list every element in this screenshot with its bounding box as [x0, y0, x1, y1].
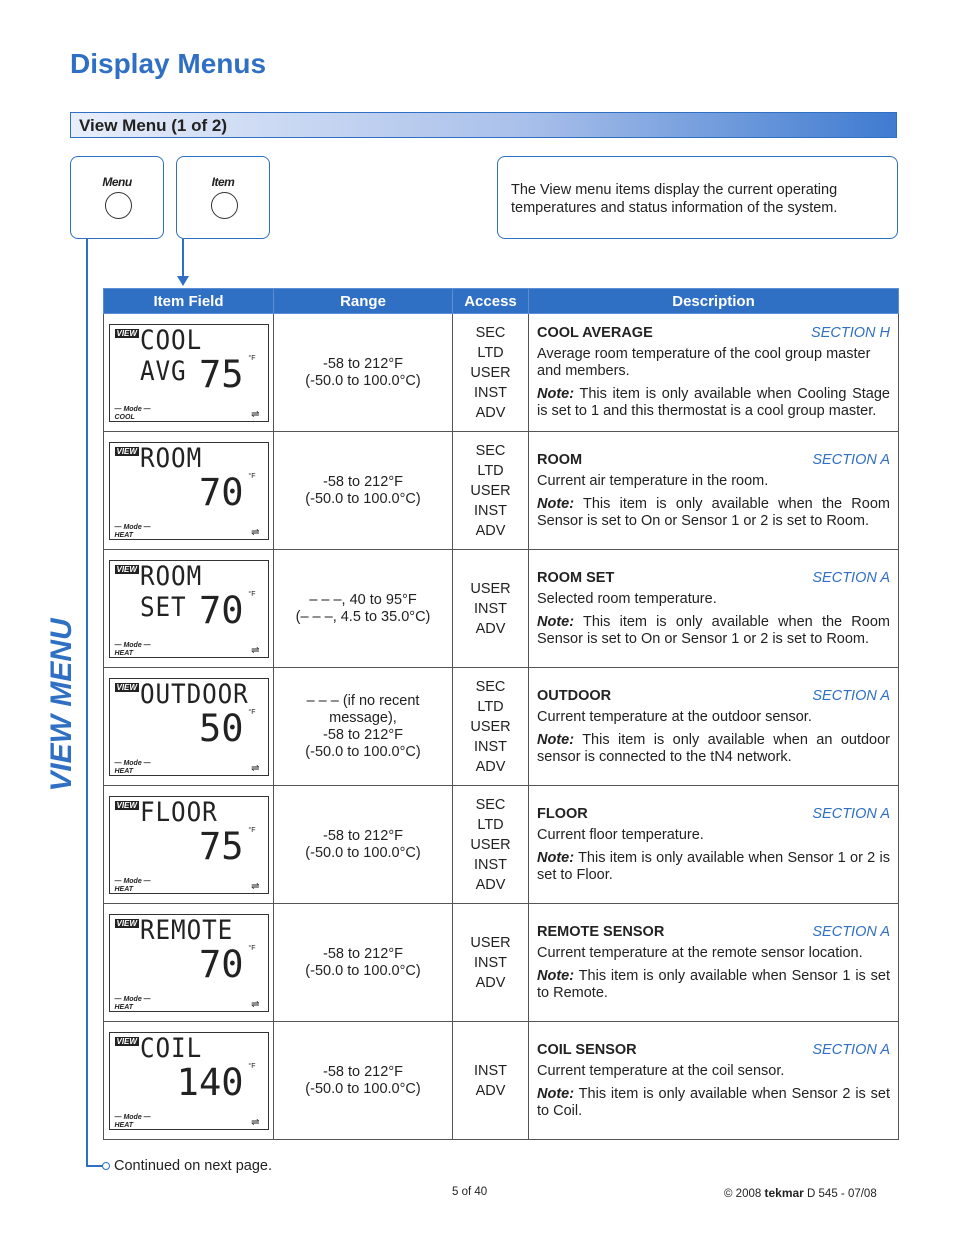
arrow-down-icon [177, 276, 189, 286]
copyright-text: © 2008 [724, 1188, 762, 1200]
swap-arrows-icon: ⇌ [251, 998, 260, 1010]
lcd-mode-value: HEAT [114, 531, 134, 539]
swap-arrows-icon: ⇌ [251, 1116, 260, 1128]
range-cell [274, 1022, 453, 1140]
note-text: This item is only available when Sensor 2 is set to Coil. [537, 1085, 890, 1119]
section-link[interactable]: SECTION A [812, 1041, 890, 1058]
continued-note: Continued on next page. [114, 1158, 273, 1174]
description-cell [529, 550, 899, 668]
access-level: USER [470, 482, 511, 499]
lcd-value: 75 [198, 352, 244, 396]
range-line: (-50.0 to 100.0°C) [305, 1080, 421, 1097]
note-label: Note: [537, 849, 575, 866]
range-line: – – –, 40 to 95°F [309, 591, 417, 608]
lcd-mode-label: — Mode — [114, 1113, 151, 1121]
item-note [537, 614, 890, 648]
access-level: ADV [475, 404, 506, 421]
description-heading [537, 452, 890, 469]
swap-arrows-icon: ⇌ [251, 408, 260, 420]
access-level: LTD [477, 698, 504, 715]
lcd-value: 70 [198, 470, 244, 514]
item-field-cell [104, 786, 274, 904]
table-header-row [104, 289, 899, 314]
access-cell [453, 432, 529, 550]
flow-end-circle-icon [102, 1162, 110, 1170]
header-description: Description [529, 289, 899, 314]
access-level: ADV [475, 758, 506, 775]
item-field-cell [104, 668, 274, 786]
description-cell [529, 314, 899, 432]
lcd-unit: °F [248, 1062, 256, 1070]
item-description: Current air temperature in the room. [537, 472, 769, 489]
page-number: 5 of 40 [452, 1186, 488, 1198]
note-label: Note: [537, 386, 575, 402]
note-label: Note: [537, 731, 575, 748]
description-heading [537, 806, 890, 823]
swap-arrows-icon: ⇌ [251, 880, 260, 892]
lcd-display [109, 324, 269, 422]
range-line: -58 to 212°F [323, 945, 403, 962]
item-field-cell [104, 314, 274, 432]
item-arrow-line [182, 239, 184, 277]
table-row [104, 668, 899, 786]
lcd-mode-value: HEAT [114, 767, 134, 775]
note-text: This item is only available when an outdoor sensor is connected to the tN4 network. [537, 731, 890, 765]
lcd-text: COOL AVG [139, 324, 202, 387]
lcd-mode-value: HEAT [114, 649, 134, 657]
access-cell [453, 550, 529, 668]
header-range: Range [274, 289, 453, 314]
doc-code: D 545 - 07/08 [807, 1188, 877, 1200]
range-line: -58 to 212°F [323, 355, 403, 372]
lcd-text: COIL [139, 1032, 202, 1064]
item-note [537, 968, 890, 1002]
item-note [537, 496, 890, 530]
item-button-label: Item [211, 175, 235, 189]
lcd-view-badge: VIEW [116, 328, 137, 338]
item-note [537, 732, 890, 766]
range-line: -58 to 212°F [323, 1063, 403, 1080]
lcd-mode-label: — Mode — [114, 405, 151, 413]
lcd-view-badge: VIEW [116, 918, 137, 928]
lcd-mode-value: COOL [114, 413, 135, 421]
access-level: ADV [475, 620, 506, 637]
table-row [104, 904, 899, 1022]
item-field-cell [104, 550, 274, 668]
item-description: Average room temperature of the cool group master and members. [537, 346, 871, 379]
item-description: Current temperature at the remote sensor location. [537, 944, 863, 961]
note-label: Note: [537, 613, 575, 630]
note-label: Note: [537, 1085, 575, 1102]
item-description: Current temperature at the coil sensor. [537, 1062, 785, 1079]
range-line: (-50.0 to 100.0°C) [305, 743, 421, 760]
access-level: ADV [475, 876, 506, 893]
access-level: ADV [475, 1082, 506, 1099]
access-level: INST [473, 502, 508, 519]
lcd-mode-label: — Mode — [114, 523, 151, 531]
access-level: USER [470, 718, 511, 735]
range-line: (-50.0 to 100.0°C) [305, 372, 421, 389]
access-level: LTD [477, 816, 504, 833]
lcd-mode-value: HEAT [114, 1121, 134, 1129]
brand-logo: tekmar [764, 1186, 804, 1200]
range-line: -58 to 212°F [323, 473, 403, 490]
lcd-unit: °F [248, 590, 256, 598]
range-cell [274, 904, 453, 1022]
lcd-mode-value: HEAT [114, 1003, 134, 1011]
section-link[interactable]: SECTION A [812, 923, 890, 940]
lcd-text: OUTDOOR [139, 678, 249, 710]
item-button-circle-icon [211, 192, 238, 219]
lcd-view-badge: VIEW [116, 1036, 137, 1046]
lcd-mode-label: — Mode — [114, 995, 151, 1003]
item-button[interactable] [176, 156, 270, 239]
item-name: COIL SENSOR [537, 1041, 637, 1058]
lcd-value: 70 [198, 942, 244, 986]
info-box: The View menu items display the current operating temperatures and status information of the system. [497, 156, 898, 239]
description-heading [537, 570, 890, 587]
lcd-display [109, 1032, 269, 1130]
access-level: INST [473, 600, 508, 617]
description-cell [529, 786, 899, 904]
range-cell [274, 432, 453, 550]
note-text: This item is only available when Cooling Stage is set to 1 and this thermostat is a cool group master. [537, 386, 890, 419]
description-heading [537, 1042, 890, 1059]
access-level: INST [473, 856, 508, 873]
item-name: COOL AVERAGE [537, 325, 653, 341]
note-text: This item is only available when the Room Sensor is set to On or Sensor 1 or 2 is set to Room. [537, 495, 890, 529]
menu-button-circle-icon [105, 192, 132, 219]
lcd-text: REMOTE [139, 914, 233, 946]
lcd-unit: °F [248, 472, 256, 480]
table-row [104, 786, 899, 904]
swap-arrows-icon: ⇌ [251, 762, 260, 774]
note-text: This item is only available when Sensor 1 or 2 is set to Floor. [537, 849, 890, 883]
access-level: USER [470, 364, 511, 381]
section-link[interactable]: SECTION A [812, 451, 890, 468]
item-name: OUTDOOR [537, 687, 612, 704]
lcd-unit: °F [248, 354, 256, 362]
item-name: FLOOR [537, 805, 588, 822]
lcd-view-badge: VIEW [116, 800, 137, 810]
description-heading [537, 924, 890, 941]
note-text: This item is only available when the Room Sensor is set to On or Sensor 1 or 2 is set to Room. [537, 613, 890, 647]
access-level: INST [473, 384, 508, 401]
page-title: Display Menus [70, 48, 267, 79]
note-text: This item is only available when Sensor 1 is set to Remote. [537, 967, 890, 1001]
section-link[interactable]: SECTION H [811, 325, 890, 341]
flow-line [86, 239, 88, 1166]
range-cell [274, 550, 453, 668]
lcd-display [109, 914, 269, 1012]
access-level: INST [473, 954, 508, 971]
item-name: ROOM SET [537, 569, 615, 586]
lcd-display [109, 678, 269, 776]
access-level: USER [470, 934, 511, 951]
range-cell [274, 668, 453, 786]
item-note [537, 386, 890, 420]
range-line: -58 to 212°F [323, 827, 403, 844]
access-level: INST [473, 738, 508, 755]
menu-button-label: Menu [102, 175, 132, 189]
lcd-text: FLOOR [139, 796, 218, 828]
view-menu-table [103, 288, 899, 1140]
access-cell [453, 904, 529, 1022]
access-level: INST [473, 1062, 508, 1079]
lcd-text: ROOM [139, 442, 202, 474]
access-level: ADV [475, 974, 506, 991]
item-field-cell [104, 1022, 274, 1140]
lcd-display [109, 560, 269, 658]
range-line: -58 to 212°F [323, 726, 403, 743]
swap-arrows-icon: ⇌ [251, 526, 260, 538]
footer-copyright [724, 1186, 877, 1200]
lcd-view-badge: VIEW [116, 682, 137, 692]
description-cell [529, 1022, 899, 1140]
note-label: Note: [537, 495, 575, 512]
range-line: message), [329, 709, 397, 726]
item-name: REMOTE SENSOR [537, 923, 665, 940]
lcd-display [109, 442, 269, 540]
item-note [537, 850, 890, 884]
table-row [104, 550, 899, 668]
table-row [104, 1022, 899, 1140]
lcd-value: 50 [198, 706, 244, 750]
description-heading [537, 688, 890, 705]
section-link[interactable]: SECTION A [812, 687, 890, 704]
access-level: SEC [475, 678, 506, 695]
lcd-mode-label: — Mode — [114, 759, 151, 767]
access-level: SEC [475, 324, 506, 341]
item-field-cell [104, 904, 274, 1022]
lcd-unit: °F [248, 826, 256, 834]
item-name: ROOM [537, 451, 583, 468]
range-line: (-50.0 to 100.0°C) [305, 490, 421, 507]
section-link[interactable]: SECTION A [812, 569, 890, 586]
access-level: SEC [475, 796, 506, 813]
lcd-value: 140 [176, 1060, 244, 1104]
lcd-unit: °F [248, 708, 256, 716]
lcd-display [109, 796, 269, 894]
access-cell [453, 1022, 529, 1140]
description-cell [529, 668, 899, 786]
lcd-unit: °F [248, 944, 256, 952]
access-level: SEC [475, 442, 506, 459]
item-description: Current floor temperature. [537, 826, 704, 843]
access-level: LTD [477, 462, 504, 479]
note-label: Note: [537, 967, 575, 984]
description-heading [537, 325, 890, 342]
access-level: ADV [475, 522, 506, 539]
range-line: – – – (if no recent [306, 692, 420, 709]
item-description: Current temperature at the outdoor sensor. [537, 708, 812, 725]
access-level: LTD [477, 344, 504, 361]
header-item-field: Item Field [104, 289, 274, 314]
lcd-value: 75 [198, 824, 244, 868]
table-row [104, 432, 899, 550]
item-note [537, 1086, 890, 1120]
range-line: (-50.0 to 100.0°C) [305, 962, 421, 979]
access-cell [453, 786, 529, 904]
lcd-mode-label: — Mode — [114, 877, 151, 885]
item-field-cell [104, 432, 274, 550]
description-cell [529, 904, 899, 1022]
range-cell [274, 786, 453, 904]
menu-button[interactable] [70, 156, 164, 239]
access-cell [453, 668, 529, 786]
section-link[interactable]: SECTION A [812, 805, 890, 822]
lcd-text: ROOM SET [139, 560, 202, 623]
access-level: USER [470, 836, 511, 853]
item-description: Selected room temperature. [537, 590, 717, 607]
range-line: (-50.0 to 100.0°C) [305, 844, 421, 861]
lcd-view-badge: VIEW [116, 446, 137, 456]
access-level: USER [470, 580, 511, 597]
access-cell [453, 314, 529, 432]
description-cell [529, 432, 899, 550]
section-banner: View Menu (1 of 2) [70, 112, 897, 138]
lcd-view-badge: VIEW [116, 564, 137, 574]
header-access: Access [453, 289, 529, 314]
lcd-value: 70 [198, 588, 244, 632]
range-line: (– – –, 4.5 to 35.0°C) [295, 608, 431, 625]
range-cell [274, 314, 453, 432]
lcd-mode-value: HEAT [114, 885, 134, 893]
lcd-mode-label: — Mode — [114, 641, 151, 649]
table-row [104, 314, 899, 432]
swap-arrows-icon: ⇌ [251, 644, 260, 656]
